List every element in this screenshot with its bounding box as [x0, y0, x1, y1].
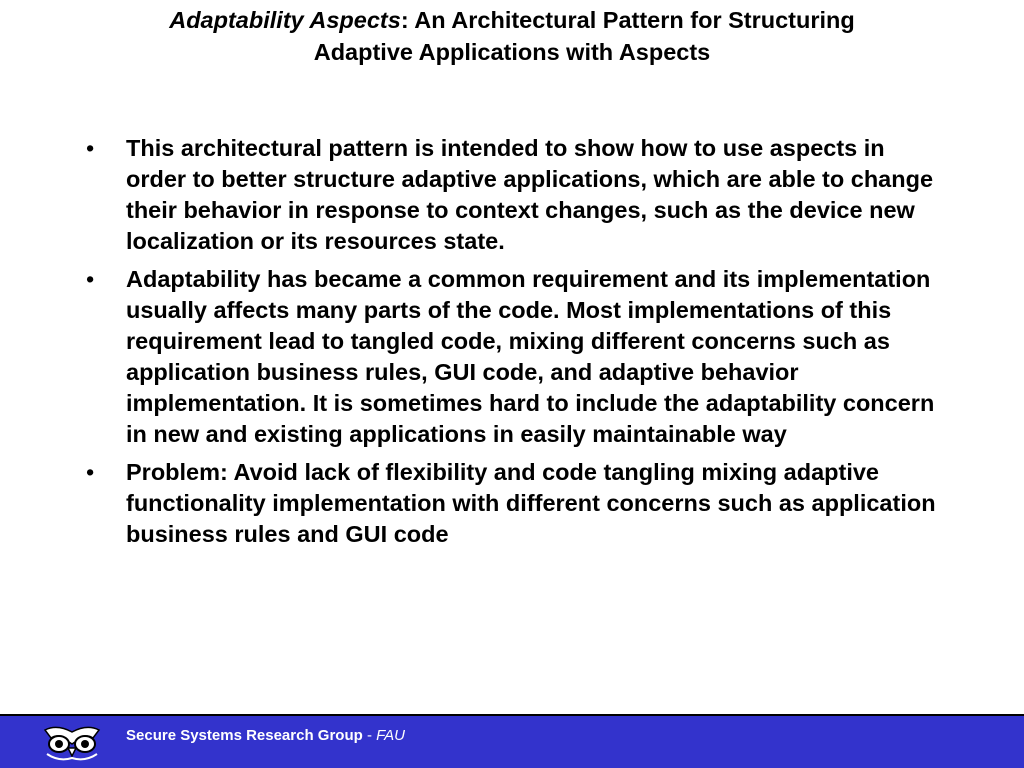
footer-institution: FAU [376, 727, 406, 744]
bullet-marker: • [86, 266, 95, 292]
bullet-text: This architectural pattern is intended to show how to use aspects in order to better structure adaptive applications, which are able to change their behavior in response to context changes, such as the device new localization or its resources state. [126, 135, 934, 254]
footer-bar [0, 714, 1024, 768]
title-italic-part: Adaptability Aspects [169, 7, 401, 33]
title-rest-line1: : An Architectural Pattern for Structuring [400, 7, 855, 33]
bullet-item [86, 133, 936, 257]
title-line2: Adaptive Applications with Aspects [313, 39, 711, 65]
bullet-marker: • [86, 135, 95, 161]
bullet-list [86, 133, 936, 557]
footer-separator: - [362, 727, 377, 744]
bullet-marker: • [86, 459, 95, 485]
slide-title [40, 4, 984, 68]
bullet-text: Adaptability has became a common requirement and its implementation usually affects many parts of the code. Most implementations of this requirement lead to tangled code, mixing different concerns such as application business rules, GUI code, and adaptive behavior implementation. It is sometimes hard to include the adaptability concern in new and existing applications in easily maintainable way [126, 266, 935, 447]
bullet-text: Problem: Avoid lack of flexibility and code tangling mixing adaptive functionality implementation with different concerns such as application business rules and GUI code [126, 459, 936, 547]
owl-logo-icon [41, 724, 103, 764]
footer-group-name: Secure Systems Research Group [126, 727, 363, 744]
bullet-item [86, 264, 936, 450]
bullet-item [86, 457, 936, 550]
footer-text [126, 727, 405, 744]
